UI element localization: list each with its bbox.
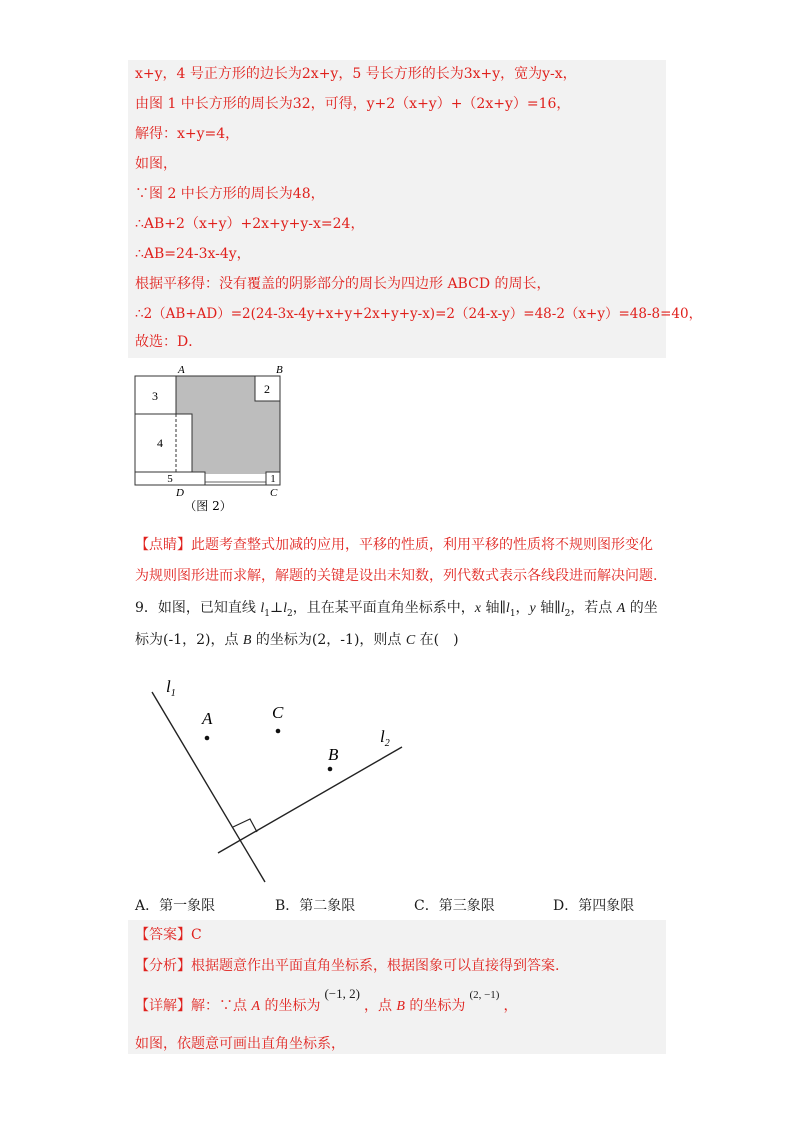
- label-B: B: [328, 745, 339, 764]
- solution-line-3: 解得：x+y=4，: [135, 126, 240, 142]
- solution-line-10: 故选：D．: [135, 334, 203, 350]
- point-C: [276, 729, 281, 734]
- comment-line-2: 为规则图形进而求解，解题的关键是设出未知数，列代数式表示各线段进而解决问题.: [135, 568, 658, 584]
- option-a[interactable]: A．第一象限: [135, 898, 216, 914]
- figure-9-diagram: [130, 672, 430, 892]
- solution-line-1: x+y，4 号正方形的边长为2x+y，5 号长方形的长为3x+y，宽为y-x，: [135, 66, 577, 82]
- comment-line-1: 【点睛】此题考查整式加减的应用，平移的性质，利用平移的性质将不规则图形变化: [135, 537, 653, 553]
- line-l2: [218, 747, 402, 853]
- point-A: [205, 736, 210, 741]
- label-4: 4: [157, 436, 163, 450]
- label-l1: $l_1$: [166, 677, 176, 699]
- question-9-line-1: 9．如图，已知直线 $l_1\perp l_2$，且在某平面直角坐标系中，x 轴$\parallel l_1$，y 轴$\parallel l_2$，若点 A 的坐: [135, 600, 658, 619]
- solution-line-4: 如图，: [135, 156, 177, 172]
- label-1: 1: [270, 473, 276, 485]
- analysis-line: 【分析】根据题意作出平面直角坐标系，根据图象可以直接得到答案.: [135, 958, 560, 974]
- vertex-A: A: [178, 364, 185, 376]
- label-2: 2: [264, 382, 270, 396]
- solution-line-6: ∴AB+2（x+y）+2x+y+y-x=24，: [135, 216, 365, 232]
- option-b[interactable]: B．第二象限: [275, 898, 356, 914]
- coord-b: (2, −1): [469, 989, 500, 1001]
- figure-2-caption: （图 2）: [184, 499, 232, 512]
- solution-line-2: 由图 1 中长方形的周长为32，可得，y+2（x+y）+（2x+y）=16，: [135, 96, 571, 112]
- answer-line: 【答案】C: [135, 927, 202, 943]
- vertex-C: C: [270, 487, 278, 499]
- detail-line: 【详解】解：∵点 A 的坐标为(−1, 2)，点 B 的坐标为$^{(2, -1)}$，: [135, 986, 518, 1014]
- question-9-line-2: 标为(-1，2)，点 B 的坐标为(2，-1)，则点 C 在( ): [135, 632, 459, 648]
- solution-line-9: ∴2（AB+AD）=2(24-3x-4y+x+y+2x+y+y-x)=2（24-x-y）=48-2（x+y）=48-8=40，: [135, 306, 703, 322]
- figure-2-diagram: [128, 362, 288, 512]
- label-5: 5: [167, 473, 173, 485]
- solution-line-7: ∴AB=24-3x-4y，: [135, 246, 251, 262]
- label-3: 3: [152, 389, 158, 403]
- solution-line-8: 根据平移得：没有覆盖的阴影部分的周长为四边形 ABCD 的周长，: [135, 276, 551, 292]
- right-angle-mark: [233, 819, 257, 832]
- vertex-B: B: [276, 364, 283, 376]
- square-4: [135, 414, 192, 472]
- option-c[interactable]: C．第三象限: [414, 898, 495, 914]
- label-l2: $l_2$: [380, 727, 390, 749]
- label-C: C: [272, 703, 284, 722]
- coord-a: (−1, 2): [324, 986, 360, 1001]
- solution-line-5: ∵图 2 中长方形的周长为48，: [135, 186, 325, 202]
- label-A: A: [202, 709, 213, 728]
- vertex-D: D: [176, 487, 184, 499]
- point-B: [328, 767, 333, 772]
- last-line: 如图，依题意可画出直角坐标系，: [135, 1036, 345, 1052]
- option-d[interactable]: D．第四象限: [553, 898, 635, 914]
